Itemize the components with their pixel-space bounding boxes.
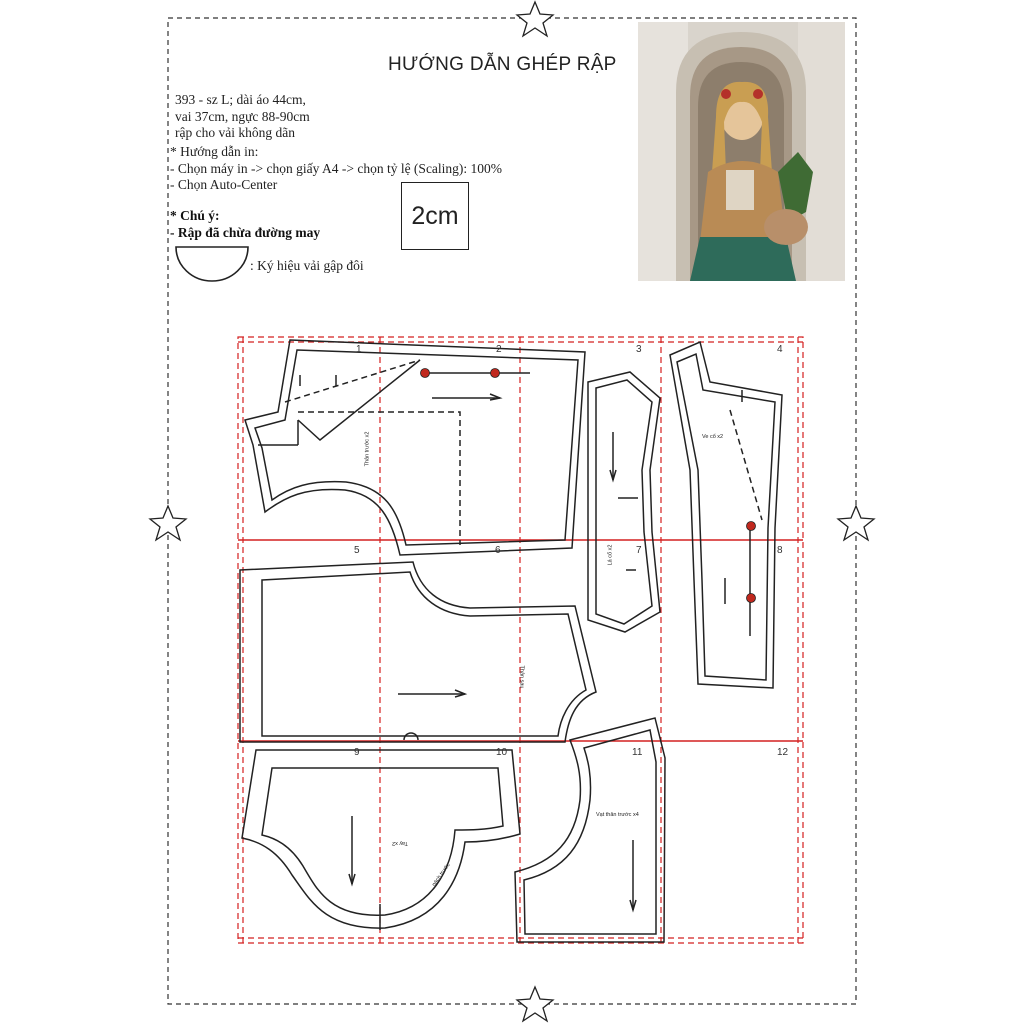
page-number: 3 — [636, 344, 642, 355]
print-guide-step: - Chọn Auto-Center — [170, 177, 278, 192]
piece-label-sleeve: Tay x2 — [392, 840, 408, 846]
piece-label-sleeve-cap: nách trước — [431, 862, 452, 888]
piece-label-front-body: Thân trước x2 — [364, 431, 371, 467]
fold-symbol-label: : Ký hiệu vải gập đôi — [250, 258, 364, 273]
marker-dot — [421, 369, 430, 378]
note-heading: * Chú ý: — [170, 208, 220, 223]
page-number: 8 — [777, 545, 783, 556]
print-guide-heading: * Hướng dẫn in: — [170, 144, 259, 159]
note-text: - Rập đã chừa đường may — [170, 224, 321, 240]
page-number: 4 — [777, 344, 783, 355]
marker-dot — [747, 522, 756, 531]
star-icon — [517, 987, 553, 1021]
page-title: HƯỚNG DẪN GHÉP RẬP — [388, 54, 617, 75]
spec-line: rập cho vải không dãn — [175, 125, 295, 140]
scale-check-label: 2cm — [411, 201, 459, 230]
scale-check-box — [401, 182, 469, 250]
marker-dot — [747, 594, 756, 603]
page-number: 6 — [495, 545, 501, 556]
fold-symbol-icon — [176, 247, 248, 281]
front-body-piece — [245, 340, 585, 555]
piece-label-front-facing: Vạt thân trước x4 — [596, 812, 639, 818]
model-photo-icon — [638, 22, 845, 281]
page-number: 11 — [632, 747, 643, 758]
sleeve-piece — [242, 750, 520, 930]
star-icon — [517, 2, 553, 36]
note-block — [170, 208, 320, 241]
page-number: 5 — [354, 545, 360, 556]
piece-label-collar: Lá cổ x2 — [607, 544, 614, 566]
front-facing-piece — [515, 718, 665, 942]
spec-line: 393 - sz L; dài áo 44cm, — [175, 92, 306, 107]
star-icon — [150, 506, 186, 540]
spec-line: vai 37cm, ngực 88-90cm — [175, 108, 310, 124]
page-number: 1 — [356, 344, 362, 355]
collar-facing-piece — [670, 342, 782, 688]
size-spec — [175, 92, 310, 142]
star-icon — [838, 506, 874, 540]
page-number: 10 — [496, 747, 508, 758]
page-number: 12 — [777, 747, 789, 758]
collar-piece — [588, 372, 660, 632]
marker-dot — [491, 369, 500, 378]
piece-label-back-body: Thân sau — [518, 665, 525, 689]
piece-label-collar-facing: Ve cổ x2 — [702, 434, 724, 440]
back-body-piece — [240, 562, 596, 742]
page-number: 7 — [636, 545, 642, 556]
print-guide-step: - Chọn máy in -> chọn giấy A4 -> chọn tỷ lệ (Scaling): 100% — [170, 160, 503, 176]
page-number: 9 — [354, 747, 360, 758]
page-number: 2 — [496, 344, 502, 355]
page-grid — [238, 337, 803, 943]
